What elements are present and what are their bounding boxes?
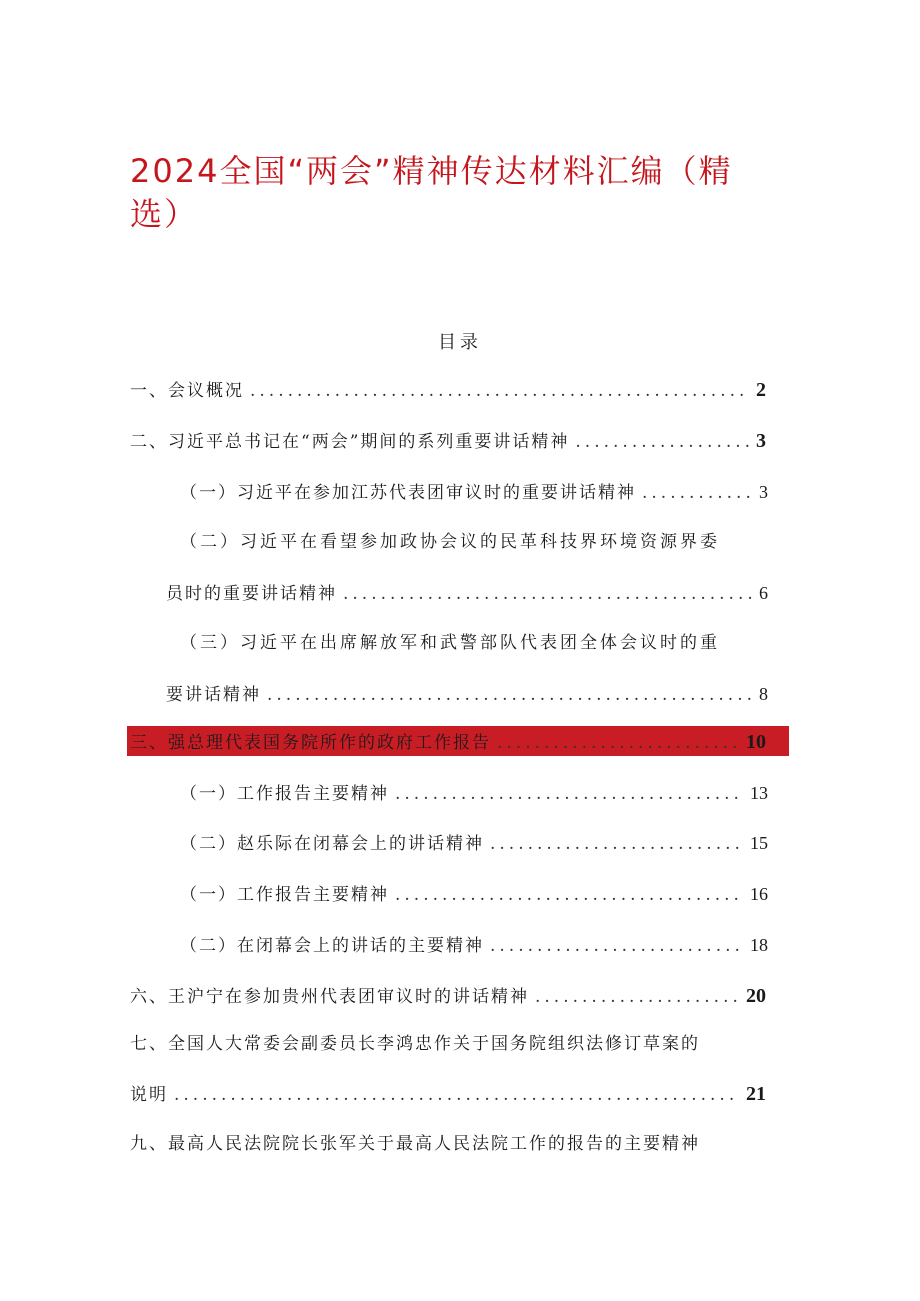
toc-page-number: 3 (756, 430, 766, 452)
toc-page-number: 6 (759, 583, 768, 603)
toc-entry-label: 要讲话精神 (166, 685, 261, 705)
toc-entry[interactable] (130, 427, 766, 455)
toc-entry-label: 二、习近平总书记在“两会”期间的系列重要讲话精神 (130, 432, 570, 452)
toc-entry-label: 说明 (130, 1085, 168, 1105)
toc-page-number: 8 (759, 684, 768, 704)
toc-leader-dots (395, 780, 744, 808)
toc-leader-dots (497, 729, 740, 757)
toc-entry[interactable] (180, 779, 768, 807)
toc-entry-label: 九、最高人民法院院长张军关于最高人民法院工作的报告的主要精神 (130, 1134, 700, 1154)
toc-leader-dots (174, 1081, 740, 1109)
toc-entry-label: 员时的重要讲话精神 (166, 584, 337, 604)
toc-leader-dots (343, 580, 753, 608)
toc-entry[interactable] (130, 1130, 766, 1158)
toc-page-number: 10 (746, 731, 766, 753)
toc-entry[interactable] (130, 982, 766, 1010)
toc-leader-dots (395, 881, 744, 909)
toc-entry-continuation[interactable] (130, 1080, 766, 1108)
toc-entry[interactable] (180, 931, 768, 959)
toc-leader-dots (490, 830, 744, 858)
document-title: 2024全国“两会”精神传达材料汇编（精选） (130, 152, 733, 233)
toc-entry-label: （三）习近平在出席解放军和武警部队代表团全体会议时的重 (180, 633, 720, 653)
toc-leader-dots (642, 479, 753, 507)
toc-page-number: 20 (746, 985, 766, 1007)
toc-page-number: 18 (750, 935, 768, 955)
toc-entry[interactable] (180, 629, 768, 657)
toc-entry[interactable] (180, 528, 768, 556)
toc-leader-dots (535, 983, 740, 1011)
toc-entry-label: 六、王沪宁在参加贵州代表团审议时的讲话精神 (130, 987, 529, 1007)
toc-page-number: 3 (759, 482, 768, 502)
toc-entry[interactable] (130, 1030, 766, 1058)
toc-page-number: 2 (756, 379, 766, 401)
toc-entry[interactable] (130, 376, 766, 404)
toc-entry-highlighted[interactable] (130, 728, 766, 756)
toc-entry-label: （一）工作报告主要精神 (180, 885, 389, 905)
toc-entry-label: （二）习近平在看望参加政协会议的民革科技界环境资源界委 (180, 532, 720, 552)
toc-entry[interactable] (180, 478, 768, 506)
toc-entry-label: 一、会议概况 (130, 381, 244, 401)
toc-entry[interactable] (180, 880, 768, 908)
toc-leader-dots (490, 932, 744, 960)
toc-leader-dots (250, 377, 750, 405)
toc-page-number: 15 (750, 833, 768, 853)
toc-page-number: 21 (746, 1083, 766, 1105)
toc-entry-label: （一）习近平在参加江苏代表团审议时的重要讲话精神 (180, 483, 636, 503)
toc-heading: 目录 (438, 332, 482, 353)
toc-entry-label: 三、强总理代表国务院所作的政府工作报告 (130, 733, 491, 753)
toc-entry-label: （一）工作报告主要精神 (180, 784, 389, 804)
toc-leader-dots (267, 681, 753, 709)
toc-entry-label: （二）在闭幕会上的讲话的主要精神 (180, 936, 484, 956)
toc-entry-label: 七、全国人大常委会副委员长李鸿忠作关于国务院组织法修订草案的 (130, 1034, 700, 1054)
toc-entry-continuation[interactable] (166, 579, 768, 607)
toc-entry-continuation[interactable] (166, 680, 768, 708)
toc-page-number: 16 (750, 884, 768, 904)
toc-page-number: 13 (750, 783, 768, 803)
toc-entry[interactable] (180, 829, 768, 857)
toc-leader-dots (575, 428, 750, 456)
toc-entry-label: （二）赵乐际在闭幕会上的讲话精神 (180, 834, 484, 854)
